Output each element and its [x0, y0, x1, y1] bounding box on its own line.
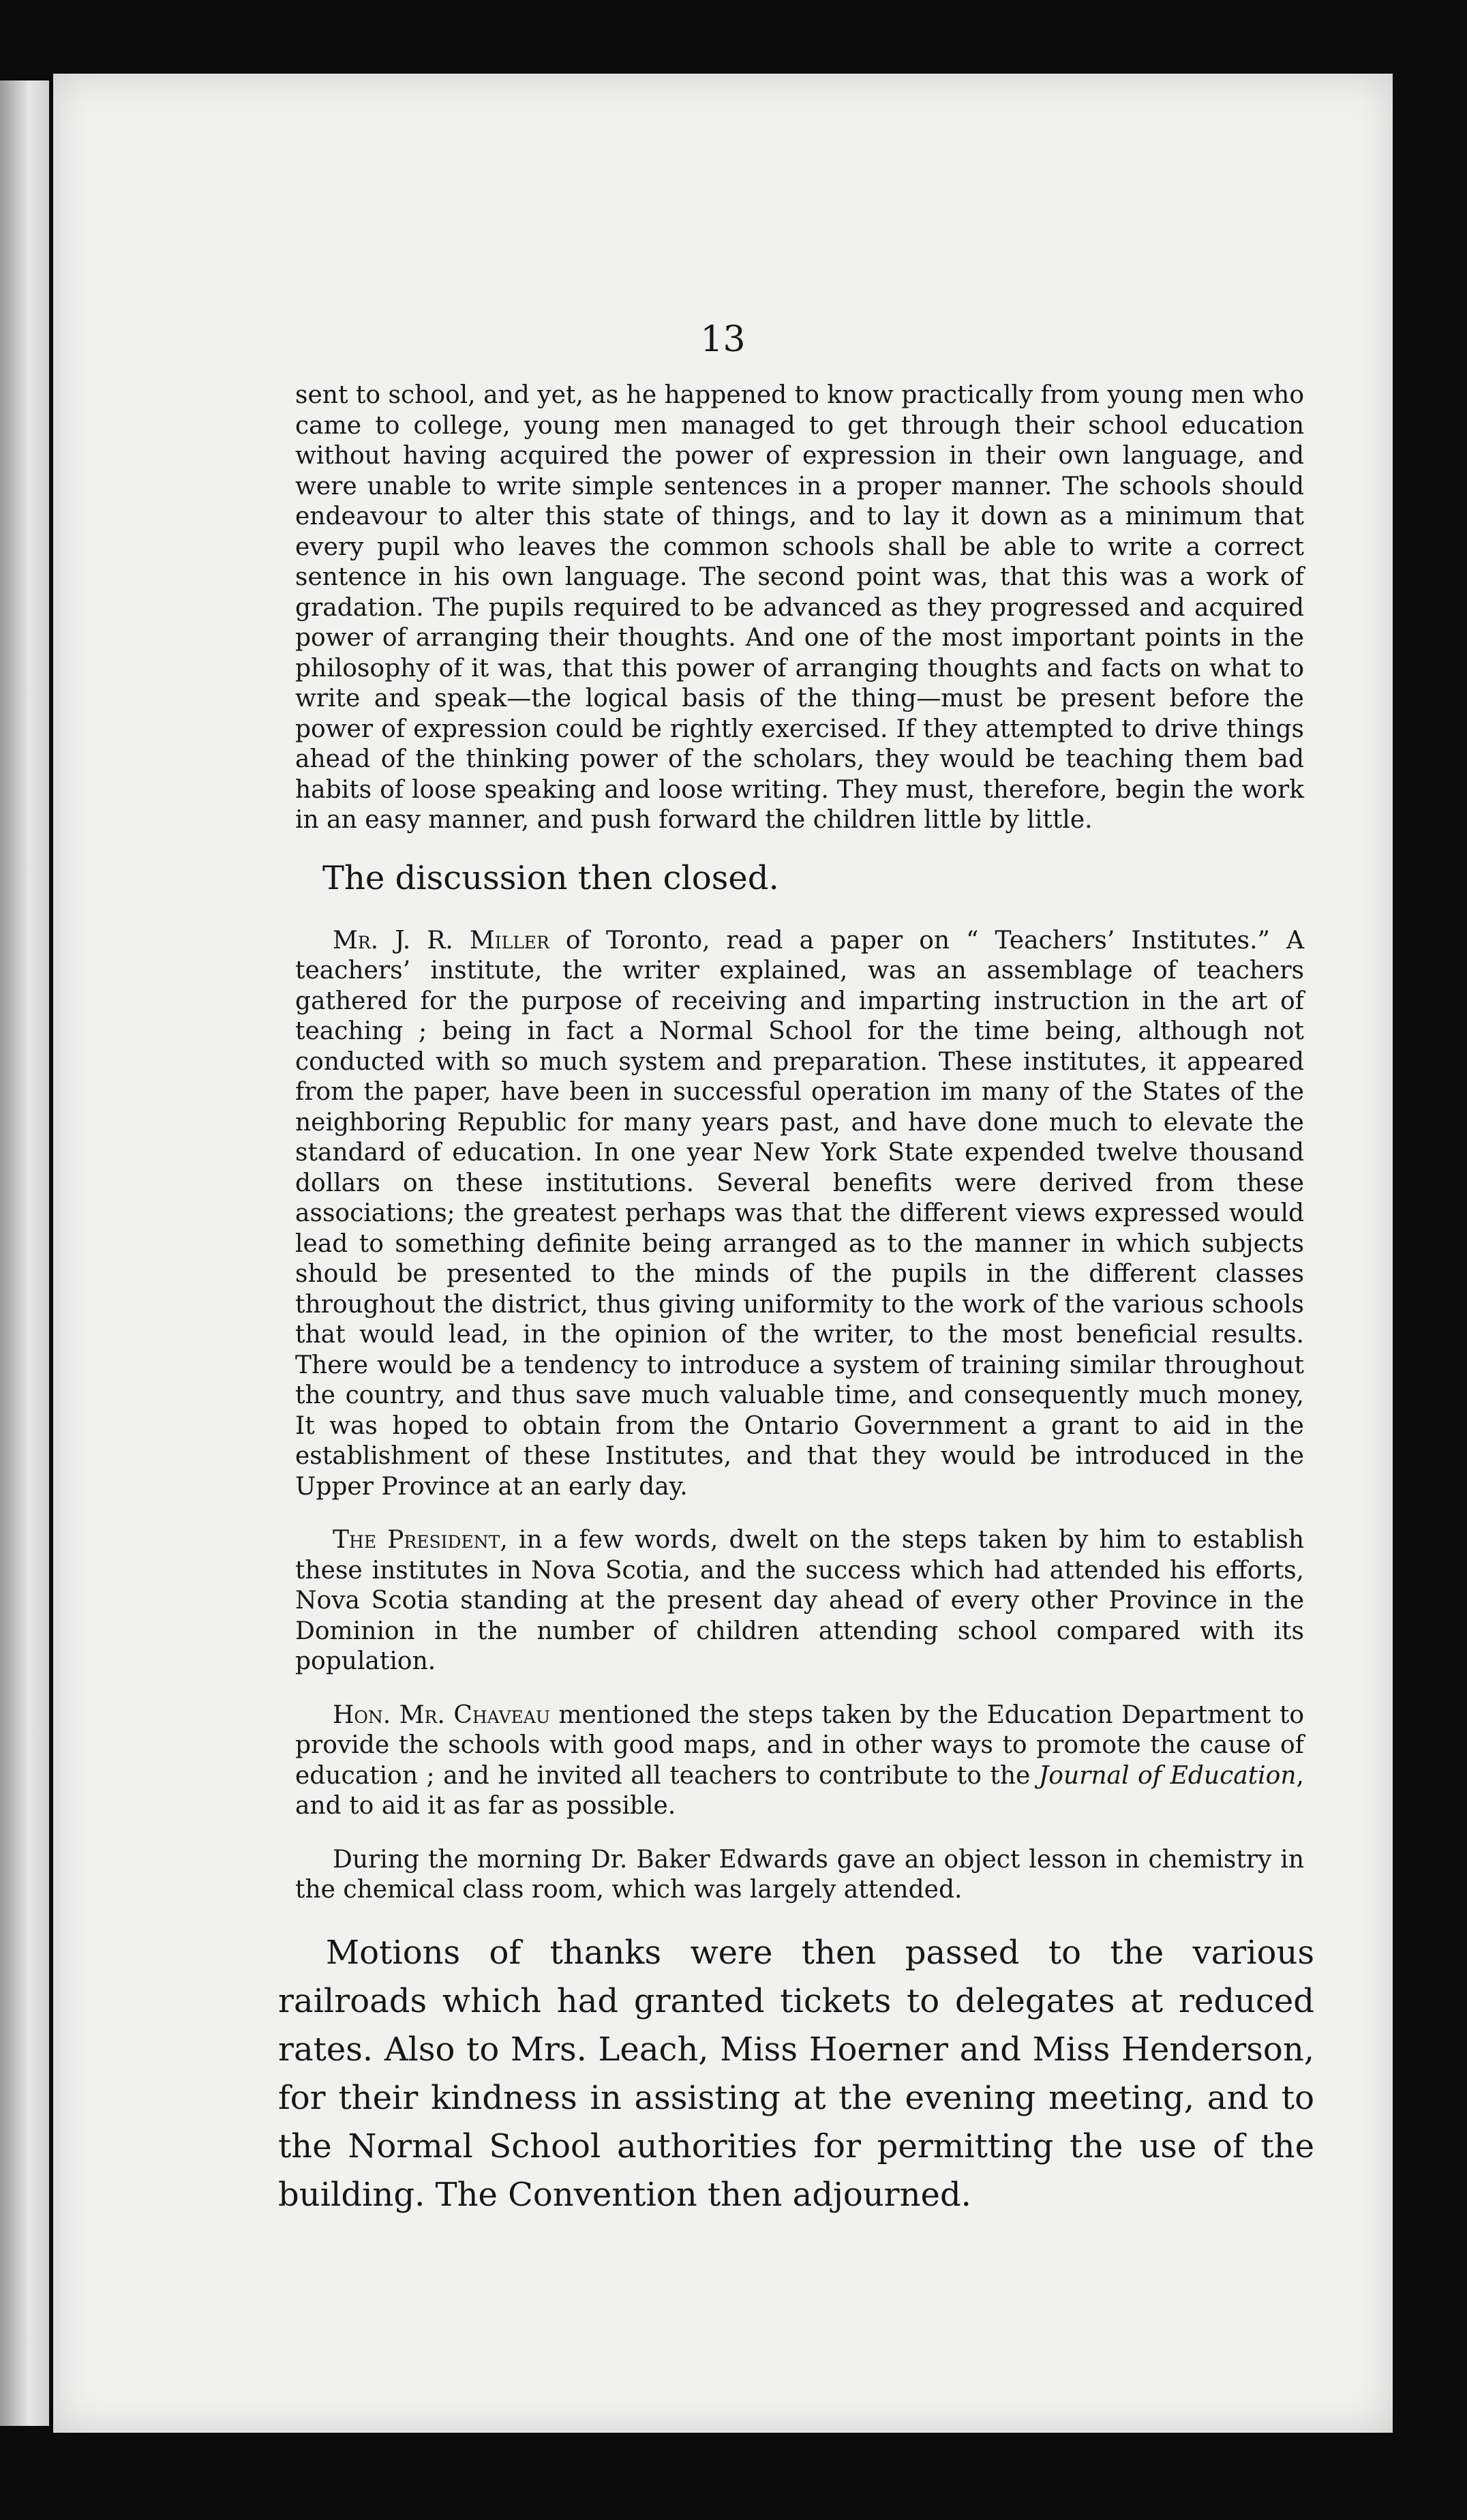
document-page [53, 74, 1393, 2433]
speaker-name: The President [333, 1526, 500, 1554]
paragraph-miller [295, 926, 1304, 1503]
paragraph-chaveau [295, 1700, 1304, 1822]
page-body [278, 380, 1314, 2219]
paragraph-continued: sent to school, and yet, as he happened to know practically from young men who came to college, young men managed to get through their school education without having acquired the power of expression in their own language, and were unable to write simple sentences in a proper manner. The schools should endeavour to alter this state of things, and to lay it down as a minimum that every pupil who leaves the common schools shall be able to write a correct sentence in his own language. The second point was, that this was a work of gradation. The pupils required to be advanced as they progressed and acquired power of arranging their thoughts. And one of the most important points in the philosophy of it was, that this power of arranging thoughts and facts on what to write and speak—the logical basis of the thing—must be present before the power of expression could be rightly exercised. If they attempted to drive things ahead of the thinking power of the scholars, they would be teaching them bad habits of loose speaking and loose writing. They must, therefore, begin the work in an easy manner, and push forward the children little by little. [295, 381, 1304, 834]
speaker-name: Mr. J. R. Miller [333, 926, 549, 955]
paragraph-edwards: During the morning Dr. Baker Edwards gave an object lesson in chemistry in the chemical class room, which was largely attended. [295, 1845, 1304, 1904]
discussion-closed-line: The discussion then closed. [322, 858, 779, 897]
paragraph-president [295, 1525, 1304, 1677]
paragraph-text: mentioned the steps taken by the Education Department to provide the schools with good maps, and in other ways to promote the cause of education ; and he invited all teachers to contribute to the [295, 1700, 1304, 1790]
journal-title: Journal of Education [1038, 1761, 1297, 1790]
paragraph-motions: Motions of thanks were then passed to the various railroads which had granted tickets to delegates at reduced rates. Also to Mrs. Leach, Miss Hoerner and Miss Henderson, for their kindness in assisting at the evening meeting, and to the Normal School authorities for permitting the use of the building. The Convention then adjourned. [278, 1933, 1314, 2214]
page-number: 13 [700, 319, 746, 360]
paragraph-text: , and to aid it as far as possible. [295, 1761, 1304, 1820]
speaker-name: Hon. Mr. Chaveau [333, 1700, 550, 1729]
paragraph-text: of Toronto, read a paper on “ Teachers’ Institutes.” A teachers’ institute, the writer explained, was an assemblage of teachers gathered for the purpose of receiving and imparting instruction in the art of teaching ; being in fact a Normal School for the time being, although not conducted with so much system and preparation. These institutes, it appeared from the paper, have been in successful operation im many of the States of the neighboring Republic for many years past, and have done much to elevate the standard of education. In one year New York State expended twelve thousand dollars on these institutions. Several benefits were derived from these associations; the greatest perhaps was that the different views expressed would lead to something definite being arranged as to the manner in which subjects should be presented to the minds of the pupils in the different classes throughout the district, thus giving uniformity to the work of the various schools that would lead, in the opinion of the writer, to the most beneficial results. There would be a tendency to introduce a system of training similar throughout the country, and thus save much valuable time, and consequently much money, It was hoped to obtain from the Ontario Government a grant to aid in the establishment of these Institutes, and that they would be introduced in the Upper Province at an early day. [295, 926, 1304, 1501]
paragraph-text: , in a few words, dwelt on the steps taken by him to establish these institutes in Nova Scotia, and the success which had attended his efforts, Nova Scotia standing at the present day ahead of every other Province in the Dominion in the number of children attending school compared with its population. [295, 1526, 1305, 1675]
adjacent-page-edge [0, 80, 49, 2426]
